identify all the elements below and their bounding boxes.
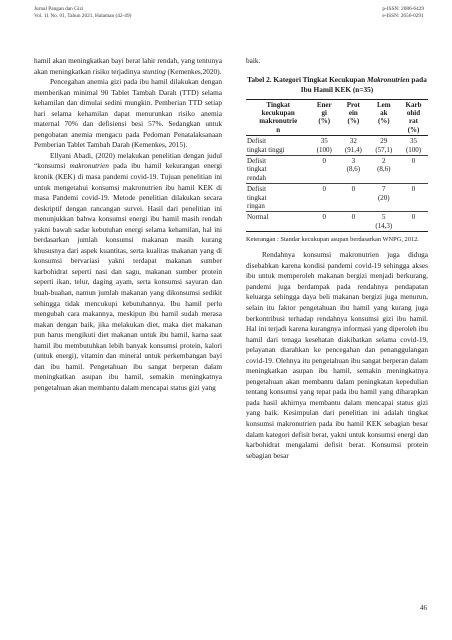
journal-volume: Vol. 11 No. 01, Tahun 2021, Halaman (42-49): [34, 13, 132, 19]
journal-name: Jurnal Pangan dan Gizi: [34, 6, 84, 12]
emphasis: makronutrien: [69, 161, 109, 171]
table-row: [246, 136, 428, 156]
value-cell: 35 (100): [399, 136, 428, 156]
value-cell: 0: [338, 184, 368, 212]
table-header-cell: Ener gi (%): [310, 99, 338, 136]
value-cell: 32 (91,4): [338, 136, 368, 156]
value-cell: 0: [310, 212, 338, 232]
value-cell: 35 (100): [310, 136, 338, 156]
table-header-cell: Lem ak (%): [369, 99, 399, 136]
table-body: [246, 136, 428, 232]
value-cell: 0: [399, 184, 428, 212]
text-run: Tabel 2. Kategori Tingkat Kecukupan: [247, 74, 368, 84]
table-header-cell: Prot ein (%): [338, 99, 368, 136]
value-cell: 0: [399, 212, 428, 232]
value-cell: 3 (8,6): [338, 155, 368, 183]
value-cell: 0: [310, 155, 338, 183]
row-label-cell: Defisit tingkat tinggi: [246, 136, 310, 156]
paragraph: [34, 151, 222, 394]
paragraph: [34, 56, 222, 77]
table-header-cell: Karb ohid rat (%): [399, 99, 428, 136]
value-cell: 0: [338, 212, 368, 232]
pissn: p-ISSN: 2086-6429: [382, 6, 424, 12]
text-run: pada ibu hamil kekurangan energi kronik (KEK) di masa pandemi covid-19. Tujuan penelitian ini untuk mengetahui konsumsi makronutrien ibu hamil KEK di masa Pandemi covid-19. Metode penelitian dilakukan secara deskriptif dengan rancangan survei. Hasil dari penelitian ini menunjukkan bahwa konsumsi energi ibu hamil masih rendah yakni bawah sadar kebutuhan energi selama kehamilan, hal ini berdasarkan jumlah konsumsi makanan masih kurang khususnya dari aspek kuantitas, serta kualitas makanan yang di konsumsi bervariasi yakni terdapat makanan sumber karbohidrat seperti nasi dan sagu, makanan sumber protein seperti ikan, telur, daging ayam, serta konsumsi sayuran dan buah-buahan, namun jumlah makanan yang dikonsumsi sedikit sehingga tidak mencukupi kebutuhannya. Ibu hamil perlu mengubah cara makannya, meskipun ibu hamil sudah merasa makan dengan baik, jika melakukan diet, maka diet makanan pun harus mengikuti diet makanan untuk ibu hamil, karna saat hamil ibu membutuhkan lebih banyak konsumsi protein, kalori (untuk energi), vitamin dan mineral untuk perkembangan bayi dan ibu hamil. Pengetahuan ibu sangat berperan dalam meningkatkan asupan ibu hamil, semakin meningkatnya pengetahuan akan membantu dalam mencapai status gizi yang: [34, 161, 222, 392]
value-cell: 5 (14,3): [369, 212, 399, 232]
table-header-cell: Tingkat kecukupan makronutrie n: [246, 99, 310, 136]
text-run: hamil akan meningkatkan bayi berat lahir rendah, yang tentunya akan meningkatkan risiko terjadinya: [34, 56, 222, 76]
eissn: e-ISSN: 2656-0291: [382, 13, 424, 19]
paragraph: Rendahnya konsumsi makronutrien juga diduga disebabkan karena kondisi pandemi covid-19 sehingga akses ibu untuk memperoleh makanan bergizi menjadi berkurang, pandemi juga berdampak pada rendahnya pendapatan keluarga sehingga daya beli makanan bergizi juga menurun, selain itu faktor pengetahuan ibu hamil yang kurang juga berkontribusi terhadap rendahnya konsumsi gizi ibu hamil. Hal ini terjadi karena kurangnya informasi yang diperoleh ibu hamil dari tenaga kesehatan diakibatkan selama covid-19, pelayanan diarahkan ke pencegahan dan penanggulangan covid-19. Olehnya itu pengetahuan ibu sangat berperan dalam meningkatkan asupan ibu hamil, semakin meningkatnya pengetahuan akan membantu dalam peningkatan kepedulian tentang konsumsi yang tepat pada ibu hamil yang diharapkan pada hasil akhirnya membantu dalam mencapai status gizi yang baik. Kesimpulan dari penelitian ini adalah tingkat konsumsi makronutrien pada ibu hamil KEK sebagian besar dalam kategori defisit berat, yakni untuk konsumsi energi dan karbohidrat mengalami defisit berat. Konsumsi protein sebagian besar: [246, 250, 428, 460]
text-run: Ellyani Abadi, (2020) melakukan penelitian dengan judul “konsumsi: [34, 150, 222, 171]
table-note: Keterangan : Standar kecukupan asupan berdasarkan WNPG, 2012.: [246, 236, 419, 244]
page-number: 46: [420, 604, 427, 612]
emphasis: stunting: [142, 66, 166, 76]
table-row: [246, 212, 428, 232]
value-cell: 7 (20): [369, 184, 399, 212]
value-cell: 0: [399, 155, 428, 183]
value-cell: 2 (8,6): [369, 155, 399, 183]
running-header-left: [34, 6, 131, 20]
table-row: [246, 184, 428, 212]
value-cell: 0: [310, 184, 338, 212]
row-label-cell: Defisit tingkat rendah: [246, 155, 310, 183]
text-run: pada Ibu Hamil KEK (n=35): [300, 74, 427, 94]
paragraph: baik.: [246, 56, 261, 65]
value-cell: 29 (57,1): [369, 136, 399, 156]
row-label-cell: Normal: [246, 212, 310, 232]
emphasis: Makronutrien: [367, 74, 410, 84]
table-header-row: [246, 99, 428, 136]
table-title: [246, 75, 428, 95]
running-header-right: [382, 6, 424, 20]
left-column: [34, 56, 222, 394]
macronutrient-table: [246, 99, 428, 233]
paragraph: Pencegahan anemia gizi pada ibu hamil dilakukan dengan memberikan minimal 90 Tablet Tambah Darah (TTD) selama kehamilan dan dimulai sedini mungkin. Pemberian TTD setiap hari selama kehamilan dapat menurunkan risiko anemia maternal 70% dan defisiensi besi 57%. Sedangkan untuk pengobatan anemia mengacu pada Pedoman Penatalaksanaan Pemberian Tablet Tambah Darah (Kemenkes, 2015).: [34, 77, 222, 150]
table-row: [246, 155, 428, 183]
row-label-cell: Defisit tingkat ringan: [246, 184, 310, 212]
text-run: (Kemenkes,2020).: [165, 66, 222, 76]
right-column: [246, 56, 428, 461]
